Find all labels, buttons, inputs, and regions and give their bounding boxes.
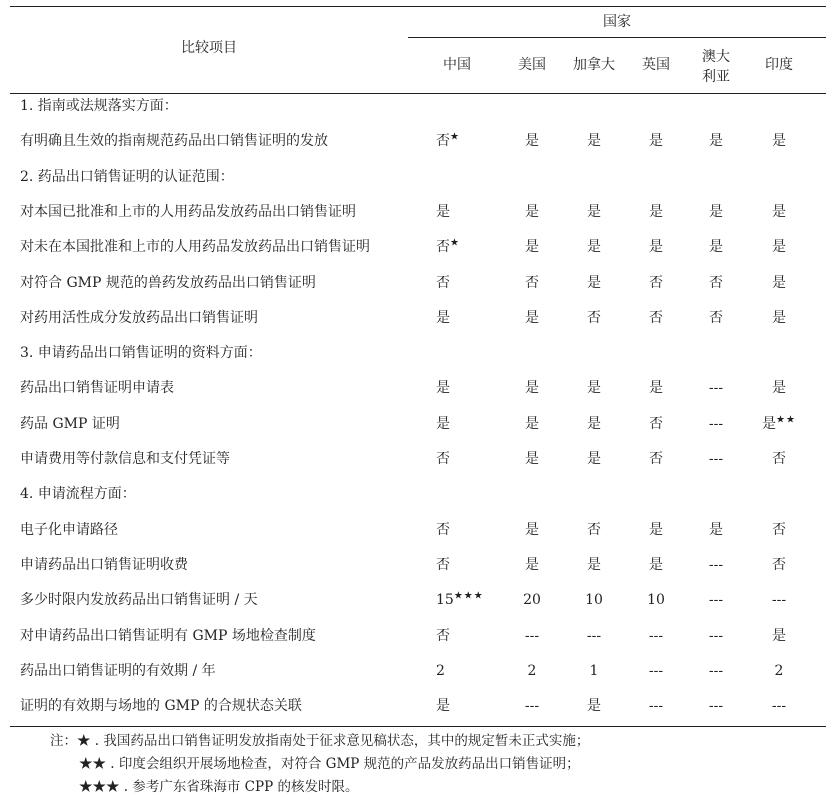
table-cell xyxy=(436,379,496,397)
table-top-rule xyxy=(10,6,826,7)
cell-value: 1 xyxy=(589,662,599,679)
cell-value: 是 xyxy=(587,415,601,432)
footnote-star-marker: ★★★ xyxy=(453,590,484,602)
cell-value: 否 xyxy=(436,451,450,467)
table-cell xyxy=(436,450,496,468)
cell-value: 是 xyxy=(436,415,450,432)
cell-value: 是 xyxy=(587,274,601,291)
cell-value: --- xyxy=(708,415,724,432)
table-cell xyxy=(686,556,746,574)
country-header-5: 印度 xyxy=(765,57,793,73)
table-cell xyxy=(436,521,496,539)
table-cell xyxy=(749,238,809,256)
cell-value: --- xyxy=(648,662,664,679)
table-cell xyxy=(626,238,686,256)
cell-value: 15 xyxy=(436,592,454,609)
table-cell xyxy=(502,132,562,150)
table-cell xyxy=(626,379,686,397)
table-cell xyxy=(686,662,746,680)
table-cell xyxy=(502,238,562,256)
table-cell xyxy=(686,203,746,221)
cell-value: 是 xyxy=(587,203,601,220)
item-column-header: 比较项目 xyxy=(181,40,237,56)
table-cell xyxy=(749,415,809,433)
footnote-1: 注：★ . 我国药品出口销售证明发放指南处于征求意见稿状态，其中的规定暂未正式实施； xyxy=(50,733,590,749)
country-header-4-line-1: 利亚 xyxy=(702,69,730,85)
cell-value: 否 xyxy=(587,309,601,326)
footnote-2: ★★ . 印度会组织开展场地检查，对符合 GMP 规范的产品发放药品出口销售证明； xyxy=(79,756,580,772)
table-cell xyxy=(502,415,562,433)
table-cell xyxy=(749,591,809,609)
cell-value: 是 xyxy=(587,239,601,256)
table-cell xyxy=(749,521,809,539)
cell-value: 20 xyxy=(523,592,541,609)
cell-value: --- xyxy=(708,662,724,679)
table-cell xyxy=(502,697,562,715)
table-cell xyxy=(502,662,562,680)
table-cell xyxy=(626,450,686,468)
cell-value: 否 xyxy=(649,451,663,467)
table-cell xyxy=(564,521,624,539)
cell-value: 是 xyxy=(436,309,450,326)
table-cell xyxy=(749,662,809,680)
row-label: 药品出口销售证明申请表 xyxy=(20,380,174,397)
cell-value: 是 xyxy=(525,380,539,397)
cell-value: 否 xyxy=(436,556,450,573)
cell-value: 是 xyxy=(709,133,723,150)
table-cell xyxy=(502,379,562,397)
table-cell xyxy=(564,556,624,574)
row-label: 对符合 GMP 规范的兽药发放药品出口销售证明 xyxy=(20,274,316,291)
cell-value: 10 xyxy=(647,592,665,609)
cell-value: 否 xyxy=(649,309,663,326)
table-cell xyxy=(749,274,809,292)
cell-value: --- xyxy=(708,698,724,715)
cell-value: 是 xyxy=(772,627,786,644)
table-cell xyxy=(626,627,686,645)
table-cell xyxy=(686,238,746,256)
cell-value: --- xyxy=(771,698,787,715)
cell-value: 是 xyxy=(772,380,786,397)
table-cell xyxy=(626,591,686,609)
cell-value: 否 xyxy=(436,239,450,256)
cell-value: 是 xyxy=(525,521,539,538)
cell-value: --- xyxy=(524,698,540,715)
table-cell xyxy=(564,203,624,221)
footnote-star-marker: ★★ xyxy=(776,414,796,426)
table-cell xyxy=(686,274,746,292)
table-cell xyxy=(436,556,496,574)
table-cell xyxy=(502,556,562,574)
cell-value: 否 xyxy=(772,556,786,573)
cell-value: 是 xyxy=(587,451,601,467)
table-cell xyxy=(564,450,624,468)
table-cell xyxy=(626,309,686,327)
row-label: 有明确且生效的指南规范药品出口销售证明的发放 xyxy=(20,133,328,150)
section-title: 2. 药品出口销售证明的认证范围： xyxy=(20,168,234,185)
cell-value: --- xyxy=(524,627,540,644)
cell-value: 是 xyxy=(525,239,539,256)
cell-value: --- xyxy=(708,451,724,467)
cell-value: 是 xyxy=(525,415,539,432)
table-cell xyxy=(436,203,496,221)
footnote-star-marker: ★ xyxy=(450,131,460,143)
table-cell xyxy=(626,203,686,221)
table-cell xyxy=(749,203,809,221)
table-cell xyxy=(436,591,496,609)
cell-value: 是 xyxy=(525,133,539,150)
cell-value: 是 xyxy=(772,133,786,150)
table-cell xyxy=(749,379,809,397)
country-header-4-line-0: 澳大 xyxy=(702,49,730,65)
table-cell xyxy=(749,556,809,574)
header-bottom-rule xyxy=(10,93,826,94)
country-header-rule xyxy=(408,37,826,38)
table-cell xyxy=(686,591,746,609)
cell-value: 是 xyxy=(772,203,786,220)
cell-value: --- xyxy=(648,627,664,644)
section-title: 1. 指南或法规落实方面： xyxy=(20,98,178,114)
table-cell xyxy=(686,132,746,150)
cell-value: 否 xyxy=(709,309,723,326)
cell-value: 是 xyxy=(649,239,663,256)
cell-value: --- xyxy=(648,698,664,715)
cell-value: 2 xyxy=(527,662,537,679)
table-cell xyxy=(686,450,746,468)
table-cell xyxy=(749,132,809,150)
table-bottom-rule xyxy=(10,726,826,727)
table-cell xyxy=(502,309,562,327)
table-cell xyxy=(436,697,496,715)
cell-value: 是 xyxy=(762,415,777,432)
table-cell xyxy=(436,132,496,150)
table-cell xyxy=(749,309,809,327)
table-cell xyxy=(564,379,624,397)
cell-value: 10 xyxy=(585,592,603,609)
table-cell xyxy=(564,627,624,645)
cell-value: 否 xyxy=(772,451,786,467)
cell-value: 是 xyxy=(525,451,539,467)
table-cell xyxy=(564,274,624,292)
table-cell xyxy=(686,627,746,645)
cell-value: 2 xyxy=(436,662,445,679)
table-cell xyxy=(502,521,562,539)
table-cell xyxy=(626,556,686,574)
cell-value: 是 xyxy=(649,380,663,397)
country-group-header: 国家 xyxy=(603,14,631,30)
cell-value: 是 xyxy=(649,521,663,538)
cell-value: 否 xyxy=(649,415,663,432)
cell-value: 否 xyxy=(436,274,450,291)
cell-value: --- xyxy=(771,592,787,609)
cell-value: 是 xyxy=(709,239,723,256)
cell-value: 否 xyxy=(649,274,663,291)
cell-value: 是 xyxy=(436,380,450,397)
cell-value: 是 xyxy=(649,133,663,150)
table-cell xyxy=(502,450,562,468)
section-title: 4. 申请流程方面： xyxy=(20,486,136,503)
table-cell xyxy=(502,274,562,292)
table-cell xyxy=(564,662,624,680)
cell-value: --- xyxy=(708,627,724,644)
cell-value: 是 xyxy=(525,556,539,573)
row-label: 电子化申请路径 xyxy=(20,521,118,538)
row-label: 药品出口销售证明的有效期 / 年 xyxy=(20,662,216,679)
cell-value: 是 xyxy=(525,309,539,326)
cell-value: 是 xyxy=(587,133,601,150)
cell-value: 是 xyxy=(709,203,723,220)
cell-value: --- xyxy=(586,627,602,644)
row-label: 药品 GMP 证明 xyxy=(20,415,120,432)
table-cell xyxy=(626,274,686,292)
cell-value: 否 xyxy=(436,521,450,538)
cell-value: 是 xyxy=(709,521,723,538)
footnote-star-marker: ★ xyxy=(450,237,460,249)
row-label: 多少时限内发放药品出口销售证明 / 天 xyxy=(20,592,258,609)
table-cell xyxy=(436,627,496,645)
table-cell xyxy=(564,697,624,715)
cell-value: 否 xyxy=(436,133,450,150)
country-header-0: 中国 xyxy=(443,57,471,73)
cell-value: 是 xyxy=(772,309,786,326)
row-label: 对本国已批准和上市的人用药品发放药品出口销售证明 xyxy=(20,203,356,220)
country-header-1: 美国 xyxy=(518,57,546,73)
table-cell xyxy=(686,697,746,715)
table-cell xyxy=(626,662,686,680)
cell-value: 是 xyxy=(436,698,450,715)
table-cell xyxy=(686,521,746,539)
row-label: 对药用活性成分发放药品出口销售证明 xyxy=(20,309,258,326)
table-cell xyxy=(626,415,686,433)
table-cell xyxy=(686,379,746,397)
row-label: 申请药品出口销售证明收费 xyxy=(20,556,188,573)
table-cell xyxy=(749,627,809,645)
table-cell xyxy=(436,309,496,327)
cell-value: 否 xyxy=(709,274,723,291)
row-label: 对未在本国批准和上市的人用药品发放药品出口销售证明 xyxy=(20,239,370,256)
footnote-3: ★★★ . 参考广东省珠海市 CPP 的核发时限。 xyxy=(79,779,359,795)
table-cell xyxy=(749,450,809,468)
table-cell xyxy=(436,415,496,433)
cell-value: 是 xyxy=(587,556,601,573)
table-cell xyxy=(564,238,624,256)
table-cell xyxy=(686,309,746,327)
cell-value: 是 xyxy=(587,380,601,397)
table-cell xyxy=(564,591,624,609)
table-cell xyxy=(626,697,686,715)
table-cell xyxy=(502,203,562,221)
cell-value: 是 xyxy=(772,274,786,291)
table-cell xyxy=(436,662,496,680)
section-title: 3. 申请药品出口销售证明的资料方面： xyxy=(20,345,262,362)
table-cell xyxy=(436,238,496,256)
table-cell xyxy=(749,697,809,715)
table-cell xyxy=(564,132,624,150)
cell-value: 是 xyxy=(649,203,663,220)
cell-value: 否 xyxy=(525,274,539,291)
table-cell xyxy=(626,132,686,150)
cell-value: 是 xyxy=(587,698,601,715)
country-header-2: 加拿大 xyxy=(573,57,615,73)
row-label: 证明的有效期与场地的 GMP 的合规状态关联 xyxy=(20,698,302,715)
cell-value: 否 xyxy=(587,521,601,538)
table-cell xyxy=(502,591,562,609)
cell-value: --- xyxy=(708,380,724,397)
table-cell xyxy=(686,415,746,433)
table-cell xyxy=(436,274,496,292)
cell-value: 是 xyxy=(436,203,450,220)
cell-value: 是 xyxy=(649,556,663,573)
cell-value: --- xyxy=(708,592,724,609)
table-cell xyxy=(564,309,624,327)
table-cell xyxy=(564,415,624,433)
cell-value: 2 xyxy=(774,662,784,679)
cell-value: 是 xyxy=(772,239,786,256)
cell-value: 否 xyxy=(772,521,786,538)
row-label: 对申请药品出口销售证明有 GMP 场地检查制度 xyxy=(20,627,316,644)
table-cell xyxy=(626,521,686,539)
cell-value: --- xyxy=(708,556,724,573)
table-cell xyxy=(502,627,562,645)
cell-value: 否 xyxy=(436,627,450,644)
cell-value: 是 xyxy=(525,203,539,220)
country-header-3: 英国 xyxy=(642,57,670,73)
row-label: 申请费用等付款信息和支付凭证等 xyxy=(20,451,230,467)
